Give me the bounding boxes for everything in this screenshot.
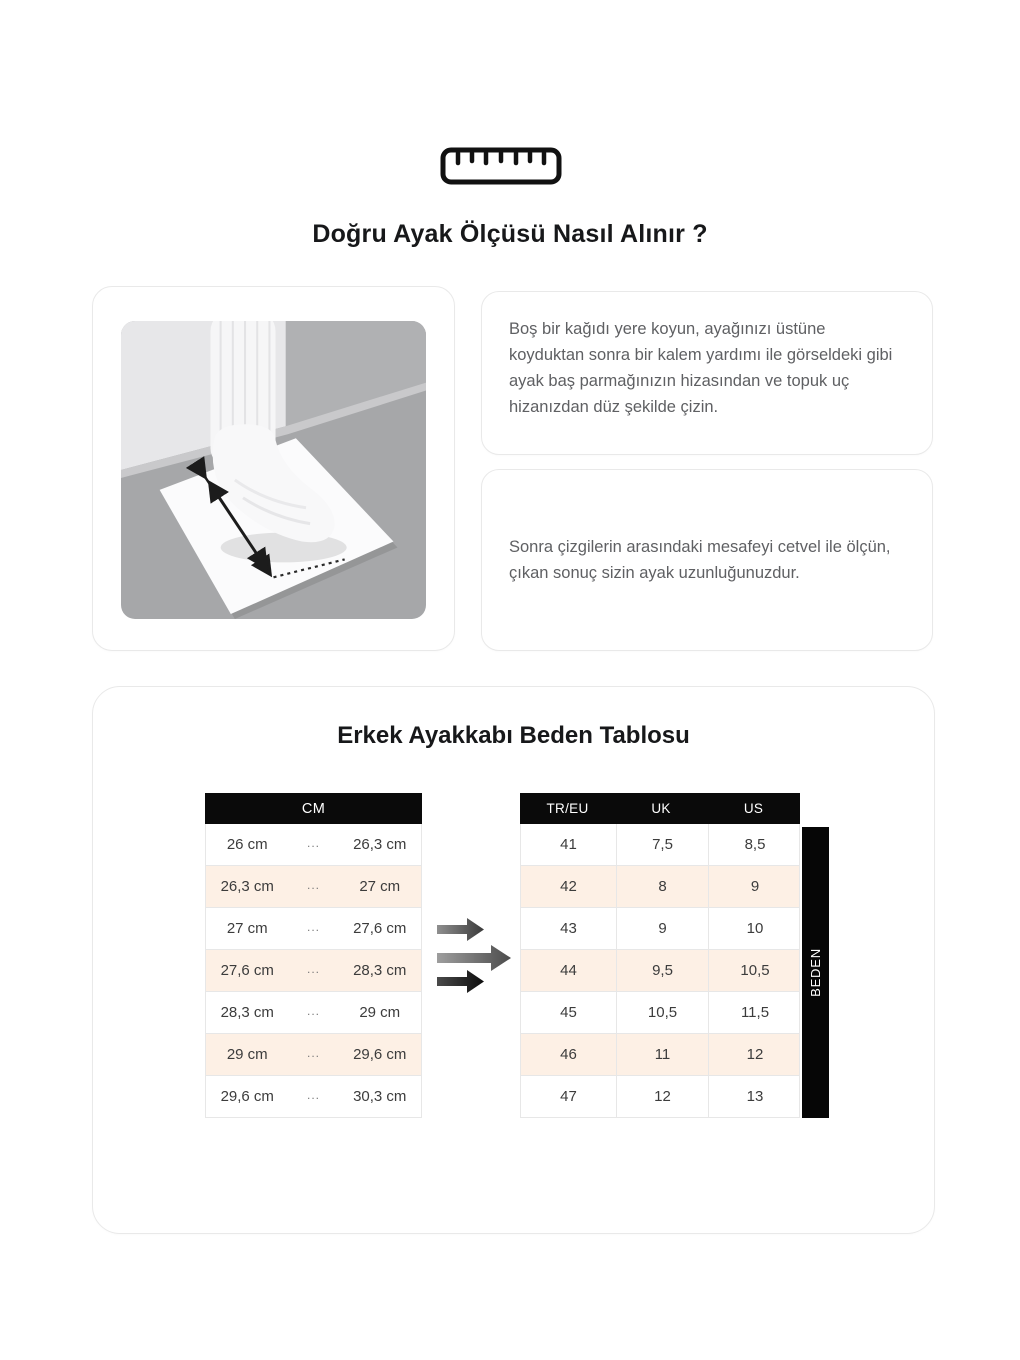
cm-table-row	[205, 992, 422, 1034]
size-cell-treu: 41	[560, 836, 577, 853]
size-cell-uk: 7,5	[616, 824, 708, 865]
cm-table-row	[205, 950, 422, 992]
size-cell-uk: 9	[616, 908, 708, 949]
instruction-card-1	[481, 291, 933, 455]
beden-side-bar	[802, 827, 829, 1118]
size-cell-treu: 47	[560, 1088, 577, 1105]
size-cell-uk: 9,5	[616, 950, 708, 991]
cm-table	[205, 793, 422, 1118]
size-table-row	[520, 950, 800, 992]
size-table-row	[520, 1076, 800, 1118]
cm-range-from: 26 cm	[226, 836, 268, 853]
cm-table-header: CM	[205, 793, 422, 824]
size-cell-us: 12	[708, 1034, 801, 1075]
cm-range-dots: ...	[306, 1087, 320, 1102]
cm-range-to: 26,3 cm	[353, 836, 407, 853]
cm-range-from: 28,3 cm	[220, 1004, 274, 1021]
ruler-icon	[440, 146, 562, 186]
instruction-step-2: Sonra çizgilerin arasındaki mesafeyi cetvel ile ölçün, çıkan sonuç sizin ayak uzunluğunuzdur.	[509, 538, 891, 582]
size-cell-treu: 43	[560, 920, 577, 937]
size-table-header-row	[520, 793, 800, 824]
size-cell-us: 10,5	[708, 950, 801, 991]
cm-range-from: 27,6 cm	[220, 962, 274, 979]
size-table-row	[520, 866, 800, 908]
size-cell-uk: 8	[616, 866, 708, 907]
size-cell-us: 11,5	[708, 992, 801, 1033]
cm-range-dots: ...	[306, 961, 320, 976]
size-chart-title: Erkek Ayakkabı Beden Tablosu	[337, 722, 690, 749]
size-conversion-table	[520, 793, 800, 1118]
cm-range-dots: ...	[306, 835, 320, 850]
cm-table-row	[205, 908, 422, 950]
instruction-card-2	[481, 469, 933, 651]
size-cell-uk: 11	[616, 1034, 708, 1075]
cm-range-from: 29,6 cm	[220, 1088, 274, 1105]
cm-range-to: 28,3 cm	[353, 962, 407, 979]
size-cell-treu: 42	[560, 878, 577, 895]
size-cell-us: 10	[708, 908, 801, 949]
size-table-header-us: US	[743, 801, 764, 816]
size-cell-treu: 46	[560, 1046, 577, 1063]
size-cell-treu: 45	[560, 1004, 577, 1021]
conversion-arrows-icon	[435, 913, 523, 995]
cm-range-to: 30,3 cm	[353, 1088, 407, 1105]
cm-range-dots: ...	[306, 877, 320, 892]
cm-table-row	[205, 1034, 422, 1076]
cm-range-from: 27 cm	[226, 920, 268, 937]
cm-range-from: 29 cm	[226, 1046, 268, 1063]
cm-range-dots: ...	[306, 1045, 320, 1060]
size-cell-uk: 12	[616, 1076, 708, 1117]
measurement-photo-card	[92, 286, 455, 651]
cm-range-dots: ...	[306, 1003, 320, 1018]
size-table-row	[520, 1034, 800, 1076]
size-cell-us: 8,5	[708, 824, 801, 865]
size-cell-us: 9	[708, 866, 801, 907]
size-table-row	[520, 992, 800, 1034]
instruction-step-1: Boş bir kağıdı yere koyun, ayağınızı üstüne koyduktan sonra bir kalem yardımı ile görseldeki gibi ayak baş parmağınızın hizasından ve topuk uç hizanızdan düz şekilde çizin.	[509, 320, 893, 416]
cm-table-row	[205, 824, 422, 866]
size-table-row	[520, 908, 800, 950]
cm-table-row	[205, 1076, 422, 1118]
size-cell-uk: 10,5	[616, 992, 708, 1033]
size-cell-us: 13	[708, 1076, 801, 1117]
size-table-header-uk: UK	[651, 801, 671, 816]
beden-side-label: BEDEN	[808, 948, 824, 997]
cm-range-to: 27,6 cm	[353, 920, 407, 937]
cm-table-row	[205, 866, 422, 908]
size-table-row	[520, 824, 800, 866]
cm-range-to: 27 cm	[359, 878, 401, 895]
page-title: Doğru Ayak Ölçüsü Nasıl Alınır ?	[312, 220, 708, 248]
foot-measurement-photo	[121, 321, 426, 619]
cm-range-to: 29 cm	[359, 1004, 401, 1021]
size-cell-treu: 44	[560, 962, 577, 979]
cm-range-from: 26,3 cm	[220, 878, 274, 895]
cm-range-to: 29,6 cm	[353, 1046, 407, 1063]
size-table-header-treu: TR/EU	[546, 801, 589, 816]
cm-range-dots: ...	[306, 919, 320, 934]
